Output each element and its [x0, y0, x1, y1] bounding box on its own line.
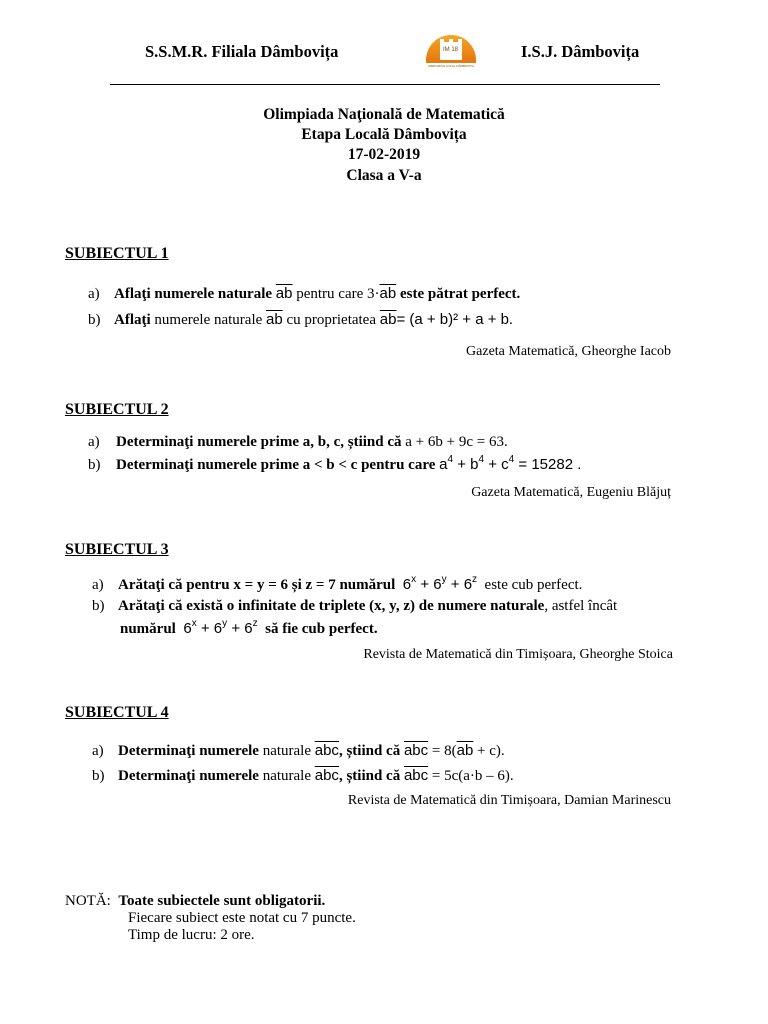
item-marker: b) — [92, 598, 105, 614]
date-title: 17-02-2019 — [347, 146, 421, 163]
overlined-number: $\overline{ab}$ — [379, 285, 397, 302]
class-title: Clasa a V-a — [346, 167, 422, 184]
item-text: cu proprietatea — [286, 312, 376, 328]
item-marker: b) — [92, 768, 105, 784]
item-bold-text: Determinaţi numerele prime a, b, c, știind că — [116, 434, 402, 450]
subject-2-source: Gazeta Matematică, Eugeniu Blăjuț — [471, 485, 671, 500]
subject-2-heading: SUBIECTUL 2 — [65, 401, 169, 418]
item-bold-text: Determinaţi numerele — [118, 768, 259, 784]
subject-2-item-a — [88, 434, 508, 451]
note-label: NOTĂ: — [65, 893, 111, 909]
note-line-2: Fiecare subiect este notat cu 7 puncte. — [128, 910, 356, 926]
item-text: este cub perfect. — [484, 577, 583, 593]
subject-1-item-a — [88, 285, 520, 303]
overlined-number: $\overline{abc}$ — [314, 742, 339, 759]
item-marker: b) — [88, 312, 101, 328]
item-bold-text: este pătrat perfect. — [399, 286, 521, 302]
header-right-org: I.S.J. Dâmbovița — [521, 42, 640, 61]
header-divider — [110, 84, 660, 85]
subject-4-source: Revista de Matematică din Timișoara, Damian Marinescu — [347, 793, 671, 808]
subject-1-source: Gazeta Matematică, Gheorghe Iacob — [466, 344, 671, 359]
logo-text: IM 18 — [443, 47, 459, 53]
item-marker: a) — [88, 286, 100, 302]
overlined-number: $\overline{ab}$ — [456, 742, 474, 759]
subject-3-heading: SUBIECTUL 3 — [65, 541, 169, 558]
item-bold-text: Determinaţi numerele — [118, 743, 259, 759]
item-bold-text: , știind că — [338, 743, 401, 759]
subject-4-item-b — [92, 767, 514, 785]
header-left-org: S.S.M.R. Filiala Dâmbovița — [145, 42, 339, 61]
subject-3-source: Revista de Matematică din Timișoara, Gheorghe Stoica — [363, 647, 673, 662]
item-text: naturale — [262, 743, 311, 759]
formula: = 8( — [431, 743, 457, 759]
subject-1-item-b — [88, 311, 513, 329]
item-text: pentru care 3· — [296, 286, 380, 302]
overlined-number: $\overline{abc}$ — [403, 767, 429, 784]
stage-title: Etapa Locală Dâmbovița — [301, 126, 467, 143]
formula: + c). — [477, 743, 505, 759]
item-bold-text: Aflaţi — [114, 312, 151, 328]
item-text: numerele naturale — [154, 312, 263, 328]
note-line-3: Timp de lucru: 2 ore. — [128, 927, 255, 943]
formula: $6^x + 6^y + 6^z$ — [183, 618, 258, 637]
note-block — [65, 893, 356, 944]
item-marker: b) — [88, 457, 101, 473]
subject-3-item-b-cont — [120, 620, 378, 638]
formula: = 5c(a·b – 6). — [431, 768, 514, 784]
item-bold-text: Arătaţi că există o infinitate de triplete (x, y, z) de numere naturale — [118, 598, 545, 614]
item-marker: a) — [88, 434, 100, 450]
item-bold-text: , știind că — [338, 768, 401, 784]
formula: $a^4 + b^4 + c^4 = 15282$ . — [439, 454, 582, 473]
item-marker: a) — [92, 743, 104, 759]
overlined-number: $\overline{abc}$ — [403, 742, 429, 759]
overlined-number: $\overline{ab}$ — [275, 285, 293, 302]
formula: $6^x + 6^y + 6^z$ — [402, 574, 478, 593]
overlined-number: $\overline{ab}$ — [266, 311, 283, 328]
item-text: , astfel încât — [544, 598, 618, 614]
subject-4-heading: SUBIECTUL 4 — [65, 704, 169, 721]
subject-3-item-b — [92, 598, 617, 615]
subject-3-item-a — [92, 576, 582, 594]
note-line-1: Toate subiectele sunt obligatorii. — [118, 893, 326, 909]
subject-4-item-a — [92, 742, 505, 760]
item-text: . — [509, 312, 513, 328]
logo — [423, 30, 479, 70]
logo-caption: SIMPOZION LOCAL DÂMBOVIȚA — [428, 64, 474, 68]
item-text: a + 6b + 9c = 63. — [405, 434, 508, 450]
formula: = (a + b)² + a + b — [396, 311, 510, 328]
olympiad-title: Olimpiada Naţională de Matematică — [263, 106, 505, 123]
item-bold-text: numărul — [120, 621, 176, 637]
overlined-number: $\overline{abc}$ — [314, 767, 339, 784]
item-bold-text: Arătaţi că pentru x = y = 6 și z = 7 numărul — [118, 577, 396, 593]
subject-1-heading: SUBIECTUL 1 — [65, 245, 169, 262]
item-bold-text: să fie cub perfect. — [265, 621, 378, 637]
item-bold-text: Determinaţi numerele prime a < b < c pentru care — [116, 457, 436, 473]
overlined-number: $\overline{ab}$ — [379, 311, 397, 328]
item-text: naturale — [262, 768, 311, 784]
item-bold-text: Aflaţi numerele naturale — [114, 286, 273, 302]
subject-2-item-b — [88, 456, 581, 474]
item-marker: a) — [92, 577, 104, 593]
